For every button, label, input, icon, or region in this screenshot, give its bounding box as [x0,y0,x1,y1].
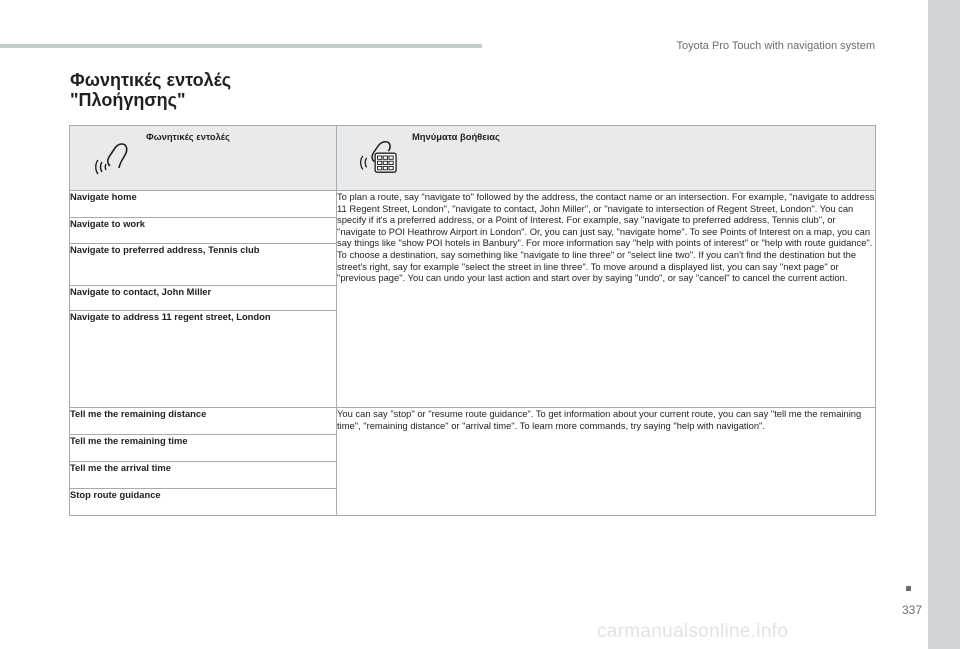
voice-command-icon [92,136,130,176]
command-cell: Navigate home [70,191,337,218]
help-message-cell [337,191,876,408]
command-cell: Tell me the arrival time [70,462,337,489]
voice-commands-table [69,125,876,516]
help-message-paragraph: To plan a route, say "navigate to" followed by the address, the contact name or an intersection. For example, "navigate to address 11 Regent Street, London", "navigate to contact, John Miller", or "navigate to intersection of Regent Street, London". You can specify if it's a preferred address, or a Point of Interest. For example, say "navigate to preferred address, Tennis club", or "navigate to POI Heathrow Airport in London". Or, you can just say, "navigate home". To see Points of Interest on a map, you can say things like "show POI hotels in Banbury". For more information say "help with points of interest" or "help with route guidance". [337,191,875,249]
table-row [70,191,876,218]
help-message-paragraph: To choose a destination, say something like "navigate to line three" or "select line two". If you can't find the destination but the street's right, say for example "select the street in line three". To move around a displayed list, you can say "next page" or "previous page". You can undo your last action and start over by saying "undo", or say "cancel" to cancel the current action. [337,248,857,284]
col1-header-label: Φωνητικές εντολές [146,131,230,142]
section-title-line2: "Πλοήγησης" [70,90,186,110]
col2-header-label: Μηνύματα βοήθειας [412,131,500,142]
command-cell: Navigate to preferred address, Tennis club [70,244,337,286]
col2-header [337,126,876,191]
command-cell: Tell me the remaining time [70,435,337,462]
table-header-row [70,126,876,191]
command-cell: Stop route guidance [70,489,337,516]
table-row [70,408,876,435]
command-cell: Navigate to address 11 regent street, London [70,311,337,408]
page-number: 337 [901,603,922,617]
command-cell: Navigate to contact, John Miller [70,286,337,311]
help-message-cell: You can say "stop" or "resume route guidance". To get information about your current route, you can say "tell me the remaining time", "remaining distance" or "arrival time". To learn more commands, try saying "help with navigation". [337,408,876,516]
col1-header [70,126,337,191]
end-marker [906,586,911,591]
voice-help-screen-icon [359,136,397,176]
section-title-line1: Φωνητικές εντολές [70,70,232,90]
top-rule [0,44,482,48]
section-title [70,70,231,110]
page-edge-strip [928,0,960,649]
command-cell: Tell me the remaining distance [70,408,337,435]
command-cell: Navigate to work [70,218,337,244]
running-header: Toyota Pro Touch with navigation system [676,40,875,52]
watermark: carmanualsonline.info [597,621,789,642]
